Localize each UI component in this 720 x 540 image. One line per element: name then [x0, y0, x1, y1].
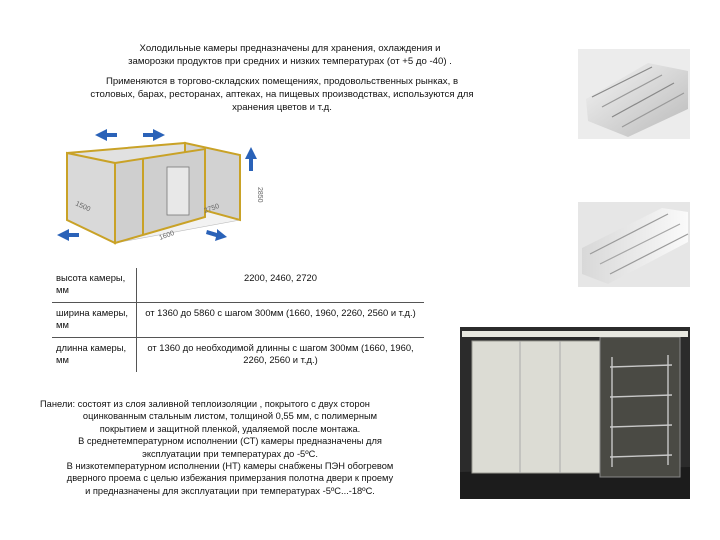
intro-line-2: заморозки продуктов при средних и низких температурах (от +5 до -40) .: [128, 56, 452, 67]
diagram-door: [167, 167, 189, 215]
spec-label: высота камеры, мм: [52, 268, 137, 303]
cold-room-interior-photo: [460, 327, 690, 499]
dimension-label-right: 2750: [203, 202, 221, 215]
applications-line-2: столовых, барах, ресторанах, аптеках, на пищевых производствах, используются для: [90, 89, 474, 100]
dimension-label-height: 2850: [256, 187, 263, 203]
panels-line-3: покрытием и защитной пленкой, удаляемой после монтажа.: [99, 423, 361, 434]
intro-line-1: Холодильные камеры предназначены для хранения, охлаждения и: [139, 43, 441, 54]
corrugated-sheet-photo: [578, 49, 690, 139]
panels-paragraph: [40, 398, 420, 497]
dimension-label-left: 1500: [74, 200, 92, 214]
table-row: [52, 338, 424, 373]
table-row: [52, 303, 424, 338]
dimension-label-middle: 1600: [158, 229, 176, 242]
diagram-front-left-wall: [67, 153, 115, 243]
applications-paragraph: [62, 75, 502, 114]
spec-value: 2200, 2460, 2720: [244, 272, 317, 283]
intro-paragraph: [90, 42, 490, 68]
spec-table: [52, 268, 424, 372]
cold-room-diagram: [55, 125, 270, 250]
applications-line-1: Применяются в торгово-складских помещениях, продовольственных рынках, в: [105, 76, 459, 87]
panels-line-2: оцинкованным стальным листом, толщиной 0,55 мм, с полимерным: [82, 411, 378, 422]
panels-line-4: В среднетемпературном исполнении (СТ) камеры предназначены для: [78, 436, 382, 447]
panels-line-8: и предназначены для эксплуатации при температурах -5ºС...-18ºС.: [85, 485, 375, 496]
applications-line-3: хранения цветов и т.д.: [232, 102, 332, 113]
table-row: [52, 268, 424, 303]
spec-value: от 1360 до необходимой длинны с шагом 300мм (1660, 1960, 2260, 2560 и т.д.): [147, 342, 414, 365]
spec-label: длинна камеры, мм: [52, 338, 137, 373]
panels-line-6: В низкотемпературном исполнении (НТ) камеры снабжены ПЭН обогревом: [66, 461, 394, 472]
panels-line-5: эксплуатации при температурах до -5ºС.: [142, 448, 318, 459]
panels-line-1: Панели: состоят из слоя заливной теплоизоляции , покрытого с двух сторон: [40, 399, 370, 409]
profiled-sheet-photo: [578, 202, 690, 287]
panels-line-7: дверного проема с целью избежания примерзания полотна двери к проему: [66, 473, 394, 484]
spec-label: ширина камеры, мм: [52, 303, 137, 338]
spec-value: от 1360 до 5860 с шагом 300мм (1660, 1960, 2260, 2560 и т.д.): [145, 307, 416, 318]
